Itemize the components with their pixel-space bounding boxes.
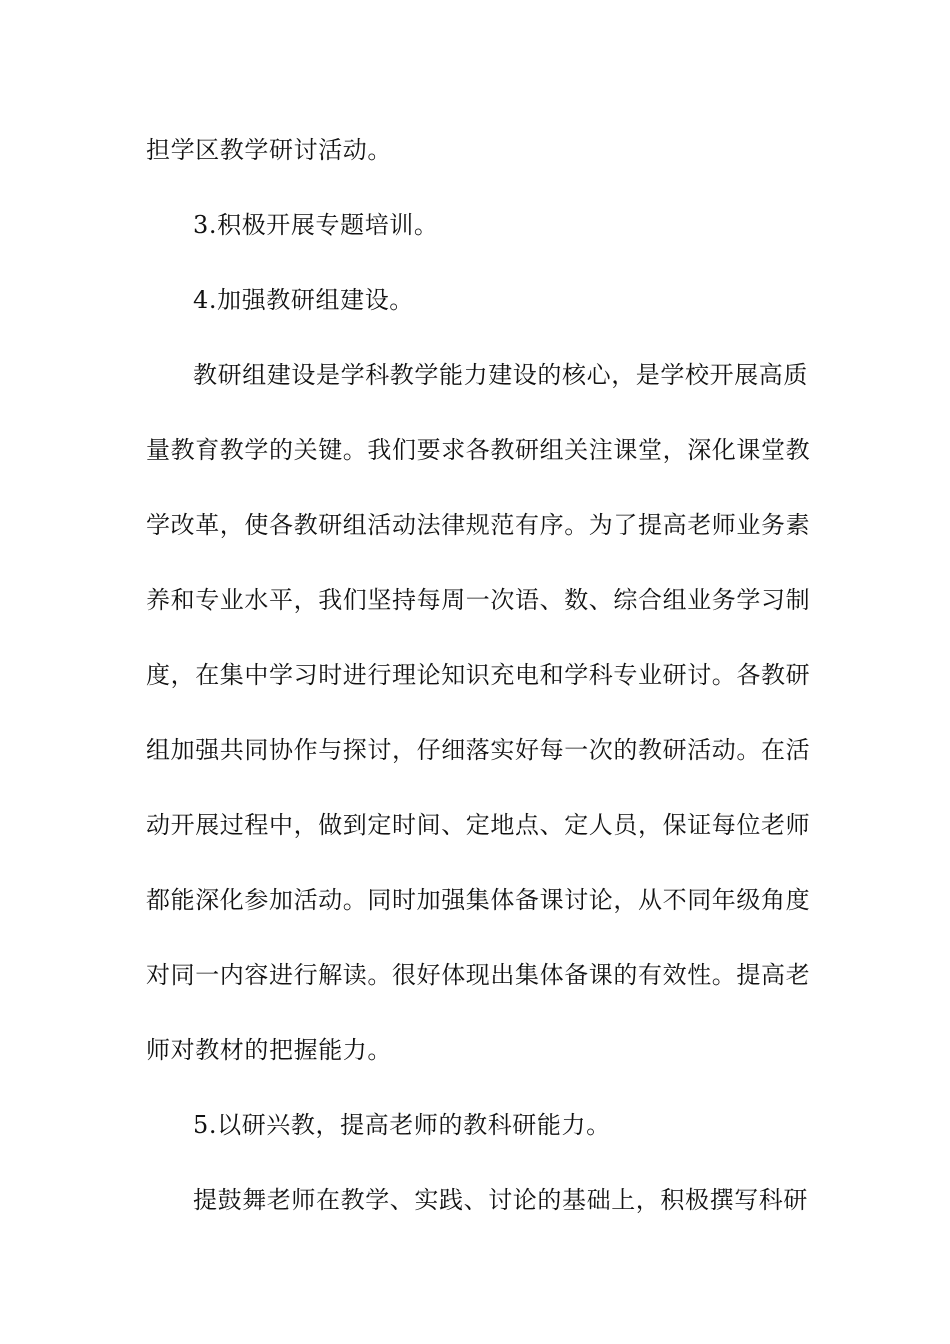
paragraph-line: 学改革，使各教研组活动法律规范有序。为了提高老师业务素	[146, 511, 811, 539]
section-heading-4: 4.加强教研组建设。	[193, 286, 414, 314]
paragraph-line: 度，在集中学习时进行理论知识充电和学科专业研讨。各教研	[146, 661, 811, 689]
section-heading-5: 5.以研兴教，提高老师的教科研能力。	[193, 1111, 611, 1139]
paragraph-line: 都能深化参加活动。同时加强集体备课讨论，从不同年级角度	[146, 886, 811, 914]
paragraph-line: 师对教材的把握能力。	[146, 1036, 392, 1064]
paragraph-line: 动开展过程中，做到定时间、定地点、定人员，保证每位老师	[146, 811, 811, 839]
paragraph-line: 教研组建设是学科教学能力建设的核心，是学校开展高质	[193, 361, 808, 389]
paragraph-line: 量教育教学的关键。我们要求各教研组关注课堂，深化课堂教	[146, 436, 811, 464]
paragraph-line: 组加强共同协作与探讨，仔细落实好每一次的教研活动。在活	[146, 736, 811, 764]
text-line: 担学区教学研讨活动。	[146, 136, 392, 164]
paragraph-line: 养和专业水平，我们坚持每周一次语、数、综合组业务学习制	[146, 586, 811, 614]
paragraph-line: 提鼓舞老师在教学、实践、讨论的基础上，积极撰写科研	[193, 1186, 808, 1214]
paragraph-line: 对同一内容进行解读。很好体现出集体备课的有效性。提高老	[146, 961, 811, 989]
section-heading-3: 3.积极开展专题培训。	[193, 211, 439, 239]
